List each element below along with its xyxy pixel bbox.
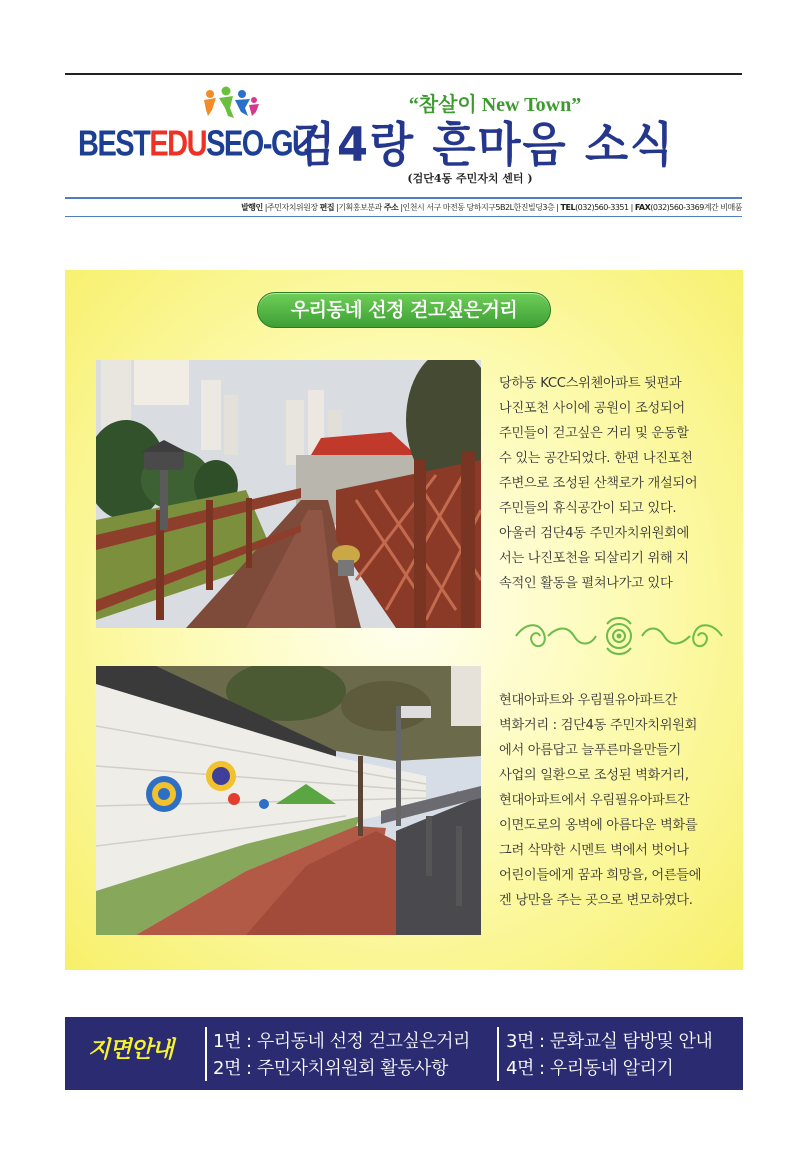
fax-value: (032)560-3369	[650, 203, 704, 212]
paragraph-line: 주민들의 휴식공간이 되고 있다.	[499, 501, 677, 516]
newsletter-subtitle: (검단4동 주민자치 센터 )	[407, 172, 533, 185]
info-rule-top	[65, 197, 742, 199]
guide-divider	[205, 1027, 207, 1081]
article-paragraph-2	[499, 688, 731, 913]
paragraph-line: 서는 나진포천을 되살리기 위해 지	[499, 551, 689, 566]
paragraph-line: 이면도로의 옹벽에 아름다운 벽화를	[499, 818, 698, 833]
logo-edu-text: EDU	[149, 124, 207, 164]
publisher-value: 주민자치위원장	[267, 203, 318, 212]
guide-item-page-2: 2면 : 주민자치위원회 활동사항	[213, 1058, 448, 1079]
paragraph-line: 그려 삭막한 시멘트 벽에서 벗어나	[499, 843, 689, 858]
newsletter-title: 검4랑 흔마음 소식	[292, 118, 676, 173]
paragraph-line: 현대아파트와 우림필유아파트간	[499, 693, 678, 708]
slogan: “참살이 New Town”	[408, 94, 582, 116]
paragraph-line: 속적인 활동을 펼쳐나가고 있다	[499, 576, 673, 591]
paragraph-line: 어린이들에게 꿈과 희망을, 어른들에	[499, 868, 702, 883]
people-figures-icon	[200, 86, 260, 122]
publisher-label: 발행인	[241, 203, 263, 212]
paragraph-line: 수 있는 공간되었다. 한편 나진포천	[499, 451, 693, 466]
address-value: 인천시 서구 마전동 당하지구5B2L한진빌딩3층	[402, 203, 555, 212]
article-headline: 우리동네 선정 걷고싶은거리	[257, 292, 551, 328]
publication-info: 발행인 |주민자치위원장 편집 |기획홍보분과 주소 |인천시 서구 마전동 당하지구5B2L한진빌딩3층 | TEL(032)560-3351 | FAX(032)560-3369계간 비매품	[241, 203, 742, 212]
best-edu-seogu-logo	[78, 86, 312, 176]
address-label: 주소	[383, 203, 399, 212]
paragraph-line: 현대아파트에서 우림필유아파트간	[499, 793, 690, 808]
mural-street-photo	[96, 666, 481, 935]
boardwalk-photo	[96, 360, 481, 628]
floral-ornament-icon	[508, 614, 730, 658]
price-value: 계간 비매품	[703, 203, 742, 212]
logo-seogu-text: SEO-GU	[206, 124, 312, 164]
editor-label: 편집	[319, 203, 335, 212]
editor-value: 기획홍보분과	[338, 203, 382, 212]
logo-best-text: BEST	[78, 124, 150, 164]
top-rule	[65, 73, 742, 75]
info-rule-bottom	[65, 216, 742, 217]
paragraph-line: 에서 아름답고 늘푸른마을만들기	[499, 743, 681, 758]
paragraph-line: 벽화거리 : 검단4동 주민자치위원회	[499, 718, 698, 733]
paragraph-line: 겐 낭만을 주는 곳으로 변모하였다.	[499, 893, 693, 908]
guide-item-page-1: 1면 : 우리동네 선정 걷고싶은거리	[213, 1031, 470, 1052]
guide-item-page-3: 3면 : 문화교실 탐방및 안내	[506, 1031, 713, 1052]
page-guide-title: 지면안내	[88, 1037, 173, 1063]
guide-item-page-4: 4면 : 우리동네 알리기	[506, 1058, 674, 1079]
paragraph-line: 나진포천 사이에 공원이 조성되어	[499, 401, 685, 416]
paragraph-line: 주변으로 조성된 산책로가 개설되어	[499, 476, 698, 491]
paragraph-line: 당하동 KCC스위첸아파트 뒷편과	[499, 376, 682, 391]
fax-label: FAX	[634, 203, 651, 212]
logo-wordmark	[78, 124, 311, 165]
paragraph-line: 아울러 검단4동 주민자치위원회에	[499, 526, 690, 541]
article-paragraph-1	[499, 371, 732, 596]
paragraph-line: 주민들이 걷고싶은 거리 및 운동할	[499, 426, 689, 441]
tel-value: (032)560-3351	[575, 203, 629, 212]
guide-divider	[497, 1027, 499, 1081]
tel-label: TEL	[560, 203, 576, 212]
paragraph-line: 사업의 일환으로 조성된 벽화거리,	[499, 768, 689, 783]
